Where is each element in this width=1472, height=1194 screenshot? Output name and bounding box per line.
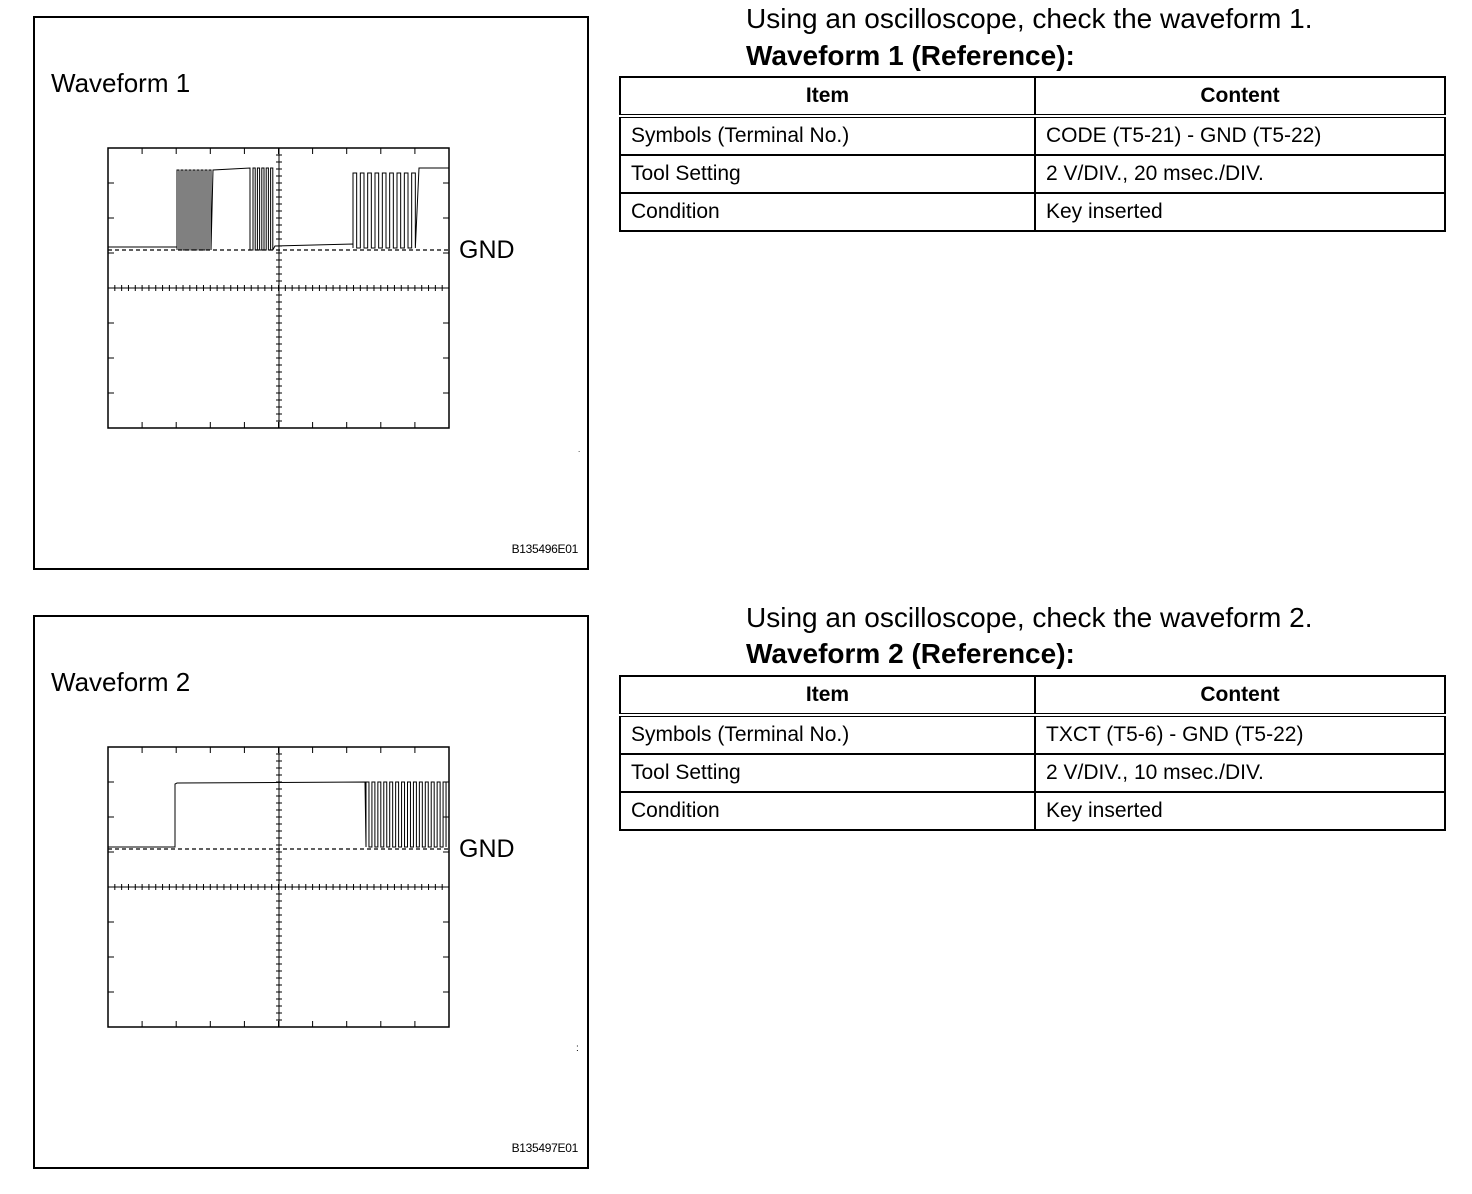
column-header-content: Content xyxy=(1035,676,1445,715)
row-item: Tool Setting xyxy=(620,155,1035,193)
row-item: Symbols (Terminal No.) xyxy=(620,116,1035,155)
gnd-label: GND xyxy=(459,236,515,264)
oscilloscope-screen-1 xyxy=(35,18,591,572)
oscilloscope-screen-2 xyxy=(35,617,591,1171)
waveform-2-figure xyxy=(33,615,589,1169)
table-row xyxy=(620,792,1445,830)
waveform-2-spec-table xyxy=(619,675,1446,831)
table-row xyxy=(620,715,1445,754)
row-content: TXCT (T5-6) - GND (T5-22) xyxy=(1035,715,1445,754)
table-header-row xyxy=(620,676,1445,715)
figure-mark: . xyxy=(578,445,581,454)
reference-title: Waveform 2 (Reference): xyxy=(746,638,1075,669)
gnd-label: GND xyxy=(459,835,515,863)
instruction-text: Using an oscilloscope, check the waveform 1. xyxy=(746,3,1313,34)
row-content: 2 V/DIV., 10 msec./DIV. xyxy=(1035,754,1445,792)
table-row xyxy=(620,155,1445,193)
figure-title: Waveform 1 xyxy=(51,68,191,98)
waveform-1-spec-table xyxy=(619,76,1446,232)
row-item: Condition xyxy=(620,193,1035,231)
scope-grid xyxy=(108,148,449,428)
figure-code: B135497E01 xyxy=(511,1141,578,1155)
row-content: 2 V/DIV., 20 msec./DIV. xyxy=(1035,155,1445,193)
row-content: Key inserted xyxy=(1035,193,1445,231)
waveform-1-figure xyxy=(33,16,589,570)
table-header-row xyxy=(620,77,1445,116)
row-item: Tool Setting xyxy=(620,754,1035,792)
table-row xyxy=(620,754,1445,792)
column-header-item: Item xyxy=(620,77,1035,116)
row-content: Key inserted xyxy=(1035,792,1445,830)
row-content: CODE (T5-21) - GND (T5-22) xyxy=(1035,116,1445,155)
waveform-trace xyxy=(108,782,446,847)
table-row xyxy=(620,116,1445,155)
row-item: Symbols (Terminal No.) xyxy=(620,715,1035,754)
reference-title: Waveform 1 (Reference): xyxy=(746,40,1075,71)
figure-mark: : xyxy=(576,1043,579,1054)
scope-grid xyxy=(108,747,449,1027)
figure-code: B135496E01 xyxy=(511,542,578,556)
instruction-text: Using an oscilloscope, check the waveform 2. xyxy=(746,602,1313,633)
table-row xyxy=(620,193,1445,231)
column-header-item: Item xyxy=(620,676,1035,715)
column-header-content: Content xyxy=(1035,77,1445,116)
figure-title: Waveform 2 xyxy=(51,667,191,697)
row-item: Condition xyxy=(620,792,1035,830)
